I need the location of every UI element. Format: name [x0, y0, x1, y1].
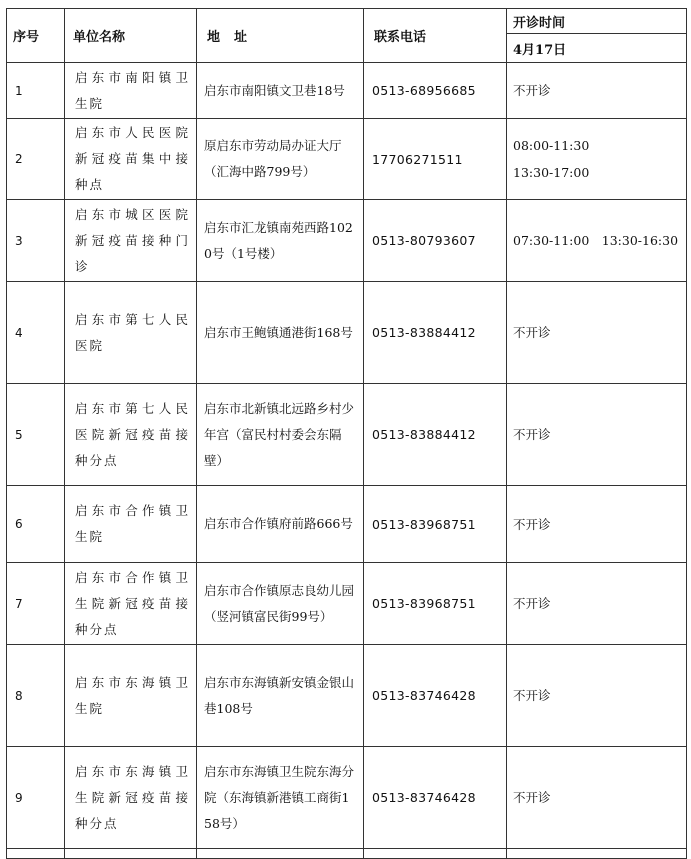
row-index: 8	[7, 645, 65, 747]
row-phone: 17706271511	[364, 119, 507, 200]
row-hours	[507, 119, 687, 200]
row-hours	[507, 747, 687, 849]
row-index: 2	[7, 119, 65, 200]
row-phone: 0513-68956685	[364, 63, 507, 119]
row-unit-name: 启东市人民医院新冠疫苗集中接种点	[65, 119, 197, 200]
empty-cell	[7, 849, 65, 859]
table-row	[7, 747, 687, 849]
hours-line: 不开诊	[513, 516, 551, 532]
table-row	[7, 645, 687, 747]
row-address: 启东市合作镇原志良幼儿园（竖河镇富民街99号）	[197, 563, 364, 645]
vaccination-sites-table	[6, 8, 687, 859]
row-index: 5	[7, 384, 65, 486]
row-address: 启东市东海镇卫生院东海分院（东海镇新港镇工商街158号）	[197, 747, 364, 849]
row-hours	[507, 63, 687, 119]
header-date: 4月17日	[507, 34, 687, 63]
row-index: 1	[7, 63, 65, 119]
row-index: 6	[7, 486, 65, 563]
header-unit-name: 单位名称	[65, 9, 197, 63]
row-address: 启东市东海镇新安镇金银山巷108号	[197, 645, 364, 747]
row-phone: 0513-83746428	[364, 645, 507, 747]
row-hours	[507, 384, 687, 486]
row-index: 4	[7, 282, 65, 384]
row-unit-name: 启东市第七人民医院	[65, 282, 197, 384]
row-hours	[507, 282, 687, 384]
hours-line: 不开诊	[513, 427, 551, 442]
empty-cell	[65, 849, 197, 859]
row-index: 9	[7, 747, 65, 849]
hours-line: 08:00-11:30	[513, 138, 590, 153]
empty-cell	[507, 849, 687, 859]
table-row	[7, 563, 687, 645]
row-index: 7	[7, 563, 65, 645]
empty-cell	[197, 849, 364, 859]
hours-line: 不开诊	[513, 596, 551, 611]
table-row	[7, 63, 687, 119]
row-phone: 0513-83968751	[364, 563, 507, 645]
hours-line: 13:30-17:00	[513, 165, 590, 180]
row-unit-name: 启东市东海镇卫生院新冠疫苗接种分点	[65, 747, 197, 849]
row-phone: 0513-83968751	[364, 486, 507, 563]
hours-line: 不开诊	[513, 83, 551, 98]
row-hours	[507, 200, 687, 282]
empty-cell	[364, 849, 507, 859]
table-row-partial	[7, 849, 687, 859]
table-row	[7, 200, 687, 282]
hours-line: 不开诊	[513, 325, 551, 340]
hours-line: 不开诊	[513, 790, 551, 805]
table-row	[7, 282, 687, 384]
row-unit-name: 启东市南阳镇卫生院	[65, 63, 197, 119]
row-unit-name: 启东市城区医院新冠疫苗接种门诊	[65, 200, 197, 282]
row-unit-name: 启东市合作镇卫生院新冠疫苗接种分点	[65, 563, 197, 645]
row-phone: 0513-83746428	[364, 747, 507, 849]
row-address: 启东市王鲍镇通港街168号	[197, 282, 364, 384]
row-hours	[507, 563, 687, 645]
row-phone: 0513-83884412	[364, 384, 507, 486]
header-address: 地址	[197, 9, 364, 63]
table-row	[7, 384, 687, 486]
row-address: 原启东市劳动局办证大厅（汇海中路799号）	[197, 119, 364, 200]
row-unit-name: 启东市第七人民医院新冠疫苗接种分点	[65, 384, 197, 486]
row-phone: 0513-80793607	[364, 200, 507, 282]
header-index: 序号	[7, 9, 65, 63]
hours-line: 不开诊	[513, 688, 551, 703]
row-unit-name: 启东市合作镇卫生院	[65, 486, 197, 563]
table-row	[7, 119, 687, 200]
row-address: 启东市合作镇府前路666号	[197, 486, 364, 563]
row-hours	[507, 486, 687, 563]
row-unit-name: 启东市东海镇卫生院	[65, 645, 197, 747]
row-address: 启东市南阳镇文卫巷18号	[197, 63, 364, 119]
row-address: 启东市汇龙镇南苑西路1020号（1号楼）	[197, 200, 364, 282]
hours-line: 07:30-11:00 13:30-16:30	[513, 233, 679, 248]
header-phone: 联系电话	[364, 9, 507, 63]
table-row	[7, 486, 687, 563]
row-index: 3	[7, 200, 65, 282]
row-address: 启东市北新镇北远路乡村少年宫（富民村村委会东隔壁）	[197, 384, 364, 486]
row-phone: 0513-83884412	[364, 282, 507, 384]
header-hours: 开诊时间	[507, 9, 687, 34]
row-hours	[507, 645, 687, 747]
